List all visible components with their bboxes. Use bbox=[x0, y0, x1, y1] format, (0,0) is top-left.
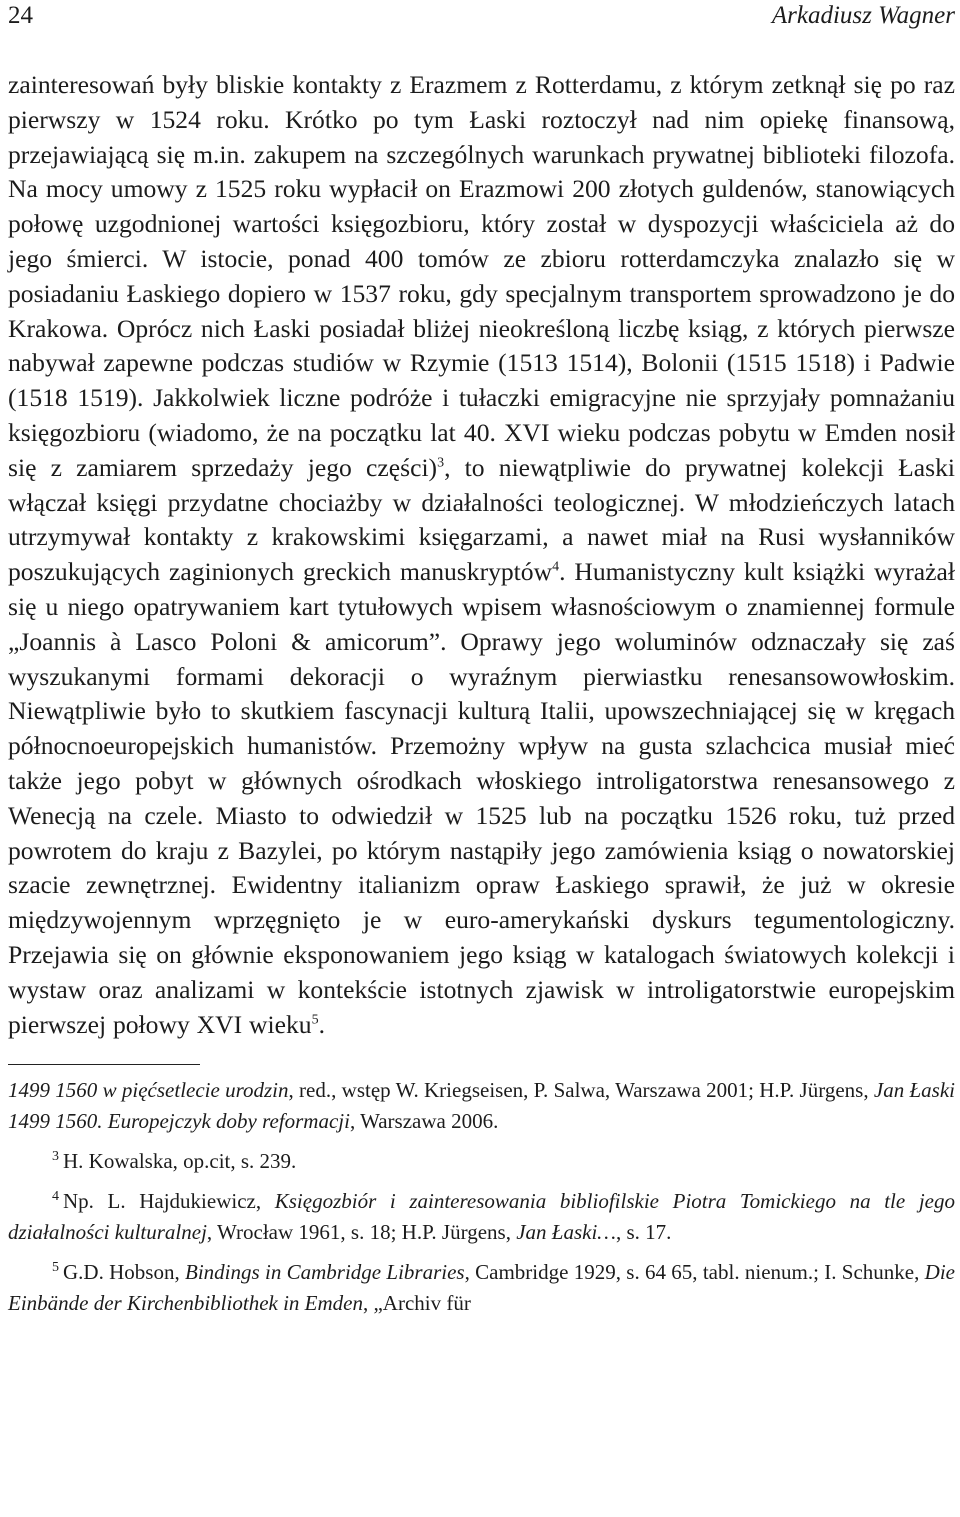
footnote-5-title-2: Die Einbände der Kirchenbibliothek in Emden bbox=[8, 1260, 955, 1316]
footnote-4-title-2: Jan Łaski… bbox=[516, 1220, 616, 1245]
footnote-ref-3[interactable]: 3 bbox=[437, 455, 445, 471]
footnote-4-number: 4 bbox=[52, 1189, 59, 1205]
footnote-5-text-1: G.D. Hobson, bbox=[63, 1260, 186, 1285]
footnote-5-title: Bindings in Cambridge Libraries bbox=[185, 1260, 465, 1285]
footnote-3-text: H. Kowalska, op.cit, s. 239. bbox=[63, 1149, 297, 1174]
footnote-separator bbox=[8, 1064, 200, 1065]
footnote-3 bbox=[8, 1146, 955, 1177]
footnote-ref-4[interactable]: 4 bbox=[552, 559, 560, 575]
footnote-2-text-1: , red., wstęp W. Kriegseisen, P. Salwa, Warszawa 2001; H.P. Jürgens, bbox=[288, 1078, 874, 1103]
footnote-5-text-3: , „Archiv für bbox=[362, 1291, 471, 1316]
footnote-ref-5[interactable]: 5 bbox=[311, 1011, 319, 1027]
footnote-4-title: Księgozbiór i zainteresowania bibliofilskie Piotra Tomickiego na tle jego działalności kulturalnej bbox=[8, 1189, 955, 1245]
footnote-3-number: 3 bbox=[52, 1149, 59, 1165]
footnote-4-text-2: , Wrocław 1961, s. 18; H.P. Jürgens, bbox=[206, 1220, 517, 1245]
paragraph-text-2: , to niewątpliwie do prywatnej kolekcji Łaski włączał księgi przydatne chociażby w działalności teologicznej. W młodzieńczych latach utrzymywał kontakty z krakowskimi księgarzami, a nawet miał na Rusi wysłanników poszukujących zaginionych greckich manuskryptów bbox=[8, 452, 955, 587]
paragraph-text-1: zainteresowań były bliskie kontakty z Erazmem z Rotterdamu, z którym zetknął się po raz pierwszy w 1524 roku. Krótko po tym Łaski roztoczył nad nim opiekę finansową, przejawiającą się m.in. zakupem na szczególnych warunkach prywatnej biblioteki filozofa. Na mocy umowy z 1525 roku wypłacił on Erazmowi 200 złotych guldenów, stanowiących połowę uzgodnionej wartości księgozbioru, który został w dyspozycji właściciela aż do jego śmierci. W istocie, ponad 400 tomów ze zbioru rotterdamczyka znalazło się w posiadaniu Łaskiego dopiero w 1537 roku, gdy specjalnym transportem sprowadzono je do Krakowa. Oprócz nich Łaski posiadał bliżej nieokreśloną liczbę ksiąg, z których pierwsze nabywał zapewne podczas studiów w Rzymie (1513 1514), Bolonii (1515 1518) i Padwie (1518 1519). Jakkolwiek liczne podróże i tułaczki emigracyjne nie sprzyjały pomnażaniu księgozbioru (wiadomo, że na początku lat 40. XVI wieku podczas pobytu w Emden nosił się z zamiarem sprzedaży jego części) bbox=[8, 70, 955, 482]
running-author: Arkadiusz Wagner bbox=[771, 2, 955, 29]
book-page bbox=[8, 0, 955, 1328]
footnote-2-title: 1499 1560 w pięćsetlecie urodzin bbox=[8, 1078, 289, 1103]
main-paragraph bbox=[8, 68, 955, 1042]
footnote-5-number: 5 bbox=[52, 1260, 59, 1276]
footnote-4 bbox=[8, 1186, 955, 1248]
running-head bbox=[8, 0, 955, 46]
footnote-2 bbox=[8, 1075, 955, 1137]
footnote-2-text-2: , Warszawa 2006. bbox=[349, 1109, 499, 1134]
footnote-5 bbox=[8, 1257, 955, 1319]
footnote-5-text-2: , Cambridge 1929, s. 64 65, tabl. nienum.; I. Schunke, bbox=[464, 1260, 925, 1285]
paragraph-text-4: . bbox=[318, 1009, 325, 1039]
footnotes bbox=[8, 1075, 955, 1319]
paragraph-text-3: . Humanistyczny kult książki wyrażał się u niego opatrywaniem kart tytułowych wpisem własnościowym o znamiennej formule „Joannis à Lasco Poloni & amicorum”. Oprawy jego woluminów odznaczały się zaś wyszukanymi formami dekoracji o wyraźnym pierwiastku renesansowowłoskim. Niewątpliwie było to skutkiem fascynacji kulturą Italii, upowszechniającej się w kręgach północnoeuropejskich humanistów. Przemożny wpływ na gusta szlachcica musiał mieć także jego pobyt w głównych ośrodkach włoskiego introligatorstwa renesansowego z Wenecją na czele. Miasto to odwiedził w 1525 lub na początku 1526 roku, tuż przed powrotem do kraju z Bazylei, po którym nastąpiły jego zamówienia ksiąg o nowatorskiej szacie zewnętrznej. Ewidentny italianizm opraw Łaskiego sprawił, że już w okresie międzywojennym wprzęgnięto je w euro-amerykański dyskurs tegumentologiczny. Przejawia się on głównie eksponowaniem jego ksiąg w katalogach światowych kolekcji i wystaw oraz analizami w kontekście istotnych zjawisk w introligatorstwie europejskim pierwszej połowy XVI wieku bbox=[8, 557, 955, 1039]
footnote-4-text-3: , s. 17. bbox=[615, 1220, 672, 1245]
footnote-2-title-2: Jan Łaski 1499 1560. Europejczyk doby reformacji bbox=[8, 1078, 955, 1134]
page-number: 24 bbox=[8, 2, 33, 29]
footnote-4-text-1: Np. L. Hajdukiewicz, bbox=[63, 1189, 275, 1214]
